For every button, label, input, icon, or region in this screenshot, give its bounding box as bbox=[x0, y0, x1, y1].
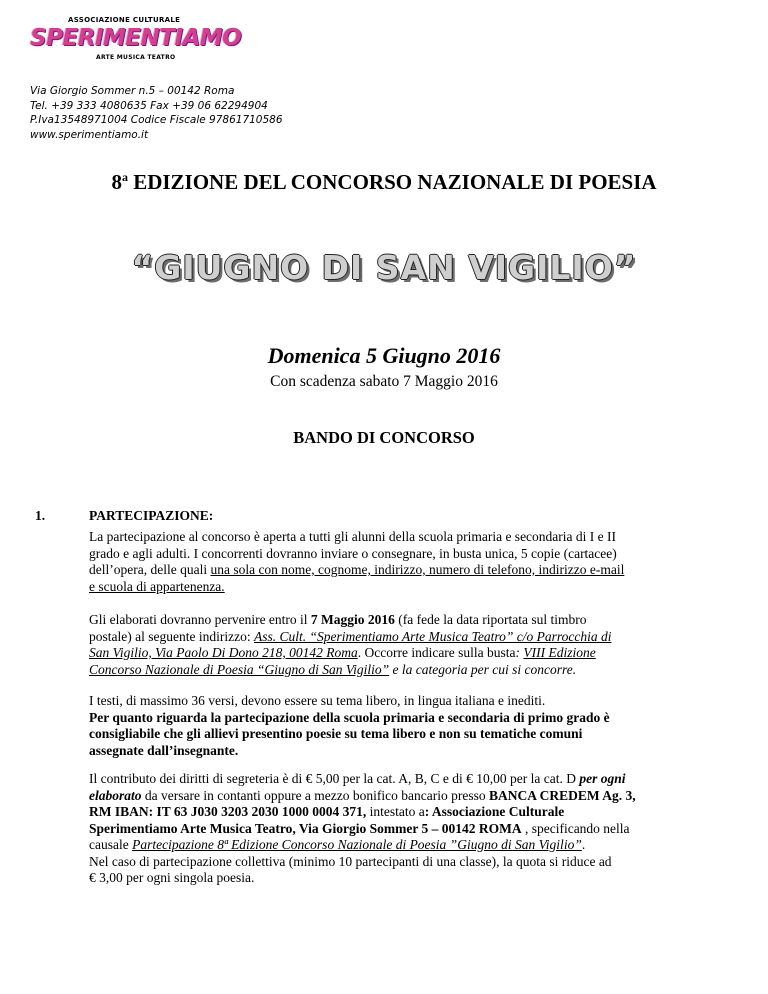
address-phone: Tel. +39 333 4080635 Fax +39 06 62294904 bbox=[30, 99, 268, 112]
address-street: Via Giorgio Sommer n.5 – 00142 Roma bbox=[30, 85, 235, 97]
association-logo bbox=[30, 16, 242, 62]
section-title: PARTECIPAZIONE: bbox=[89, 508, 214, 523]
event-date: Domenica 5 Giugno 2016 bbox=[267, 343, 501, 368]
section-number: 1. bbox=[35, 508, 46, 523]
contest-name-heading: “GIUGNO DI SAN VIGILIO” bbox=[131, 248, 637, 287]
paragraph-participation: La partecipazione al concorso è aperta a tutti gli alunni della scuola primaria e secondaria di I e II grado e agli adulti. I concorrenti dovranno inviare o consegnare, in busta unica, 5 copie (cartacee) dell’opera, delle quali una sola con nome, cognome, indirizzo, numero di telefono, indirizzo e-mail e scuola di appartenenza. bbox=[89, 529, 625, 594]
paragraph-texts: I testi, di massimo 36 versi, devono essere su tema libero, in lingua italiana e inediti. Per quanto riguarda la partecipazione della scuola primaria e secondaria di primo grado è consigliabile che gli allievi presentino poesie su tema libero e non su tematiche comuni assegnate dall’insegnante. bbox=[89, 693, 610, 758]
bando-title: BANDO DI CONCORSO bbox=[293, 428, 475, 447]
paragraph-delivery: Gli elaborati dovranno pervenire entro il 7 Maggio 2016 (fa fede la data riportata sul timbro postale) al seguente indirizzo: Ass. Cult. “Sperimentiamo Arte Musica Teatro” c/o Parrocchia di San Vigilio, Via Paolo Di Dono 218, 00142 Roma. Occorre indicare sulla busta: VIII Edizione Concorso Nazionale di Poesia “Giugno di San Vigilio” e la categoria per cui si concorre. bbox=[89, 612, 612, 677]
address-tax-ids: P.Iva13548971004 Codice Fiscale 97861710586 bbox=[30, 114, 283, 126]
logo-brand-name: SPERIMENTIAMO bbox=[30, 25, 242, 51]
address-website: www.sperimentiamo.it bbox=[30, 128, 149, 141]
logo-subtitle: ARTE MUSICA TEATRO bbox=[96, 54, 176, 61]
edition-heading: 8$^a$ EDIZIONE DEL CONCORSO NAZIONALE DI POESIA bbox=[111, 170, 657, 194]
logo-association-label: ASSOCIAZIONE CULTURALE bbox=[68, 16, 181, 24]
paragraph-fees: Il contributo dei diritti di segreteria è di € 5,00 per la cat. A, B, C e di € 10,00 per la cat. D per ogni elaborato da versare in contanti oppure a mezzo bonifico bancario presso BANCA CREDEM Ag. 3, RM IBAN: IT 63 J030 3203 2030 1000 0004 371, intestato a: Associazione Culturale Sperimentiamo Arte Musica Teatro, Via Giorgio Sommer 5 – 00142 ROMA , specificando nella causale Partecipazione 8ª Edizione Concorso Nazionale di Poesia ”Giugno di San Vigilio”. Nel caso di partecipazione collettiva (minimo 10 partecipanti di una classe), la quota si riduce ad € 3,00 per ogni singola poesia. bbox=[89, 771, 636, 885]
address-block bbox=[30, 84, 283, 142]
submission-deadline: Con scadenza sabato 7 Maggio 2016 bbox=[270, 373, 498, 390]
